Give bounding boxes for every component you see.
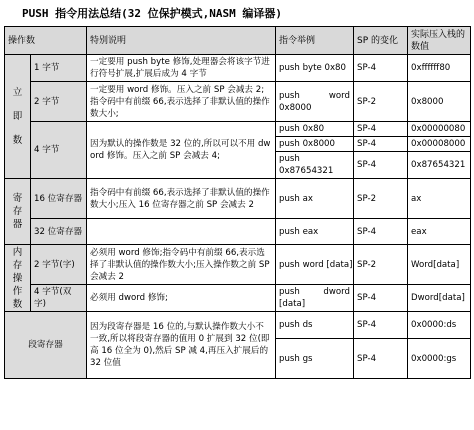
val-seg-ds: 0x0000:ds <box>408 312 471 339</box>
header-operand: 操作数 <box>5 27 87 55</box>
ex-seg-gs: push gs <box>276 339 354 379</box>
sub-mem2: 2 字节(字) <box>31 245 87 285</box>
table-row <box>5 285 471 312</box>
sp-imm4-a: SP-4 <box>354 122 408 137</box>
note-imm1: 一定要用 push byte 修饰,处理器会将该字节进行符号扩展,扩展后成为 4 字节 <box>87 55 276 82</box>
note-reg16: 指令码中有前缀 66,表示选择了非默认值的操作数大小;压入 16 位寄存器之前 SP 会减去 2 <box>87 179 276 219</box>
sub-mem4: 4 字节(双字) <box>31 285 87 312</box>
note-imm2: 一定要用 word 修饰。压入之前 SP 会减去 2;指令码中有前缀 66,表示选择了非默认值的操作数大小; <box>87 82 276 122</box>
sp-seg-ds: SP-4 <box>354 312 408 339</box>
note-imm4: 因为默认的操作数是 32 位的,所以可以不用 dword 修饰。压入之前 SP 会减去 4; <box>87 122 276 179</box>
table-row <box>5 179 471 219</box>
sub-reg16: 16 位寄存器 <box>31 179 87 219</box>
sp-imm1: SP-4 <box>354 55 408 82</box>
ex-imm4-c: push 0x87654321 <box>276 152 354 179</box>
val-mem4: Dword[data] <box>408 285 471 312</box>
header-sp: SP 的变化 <box>354 27 408 55</box>
table-row <box>5 312 471 339</box>
sub-reg32: 32 位寄存器 <box>31 219 87 245</box>
sub-imm2: 2 字节 <box>31 82 87 122</box>
sp-imm4-c: SP-4 <box>354 152 408 179</box>
val-imm2: 0x8000 <box>408 82 471 122</box>
val-reg32: eax <box>408 219 471 245</box>
sp-mem4: SP-4 <box>354 285 408 312</box>
val-imm1: 0xffffff80 <box>408 55 471 82</box>
sp-mem2: SP-2 <box>354 245 408 285</box>
ex-imm2: push word 0x8000 <box>276 82 354 122</box>
ex-reg32: push eax <box>276 219 354 245</box>
val-reg16: ax <box>408 179 471 219</box>
note-mem2: 必须用 word 修饰;指令码中有前缀 66,表示选择了非默认值的操作数大小;压入操作数之前 SP 会减去 2 <box>87 245 276 285</box>
group-register: 寄存器 <box>5 179 31 245</box>
sp-imm4-b: SP-4 <box>354 137 408 152</box>
group-immediate: 立即数 <box>5 55 31 179</box>
table-row <box>5 55 471 82</box>
header-notes: 特别说明 <box>87 27 276 55</box>
sp-reg16: SP-2 <box>354 179 408 219</box>
ex-mem4: push dword [data] <box>276 285 354 312</box>
val-seg-gs: 0x0000:gs <box>408 339 471 379</box>
group-segment: 段寄存器 <box>5 312 87 379</box>
ex-imm4-b: push 0x8000 <box>276 137 354 152</box>
sub-imm1: 1 字节 <box>31 55 87 82</box>
push-usage-table <box>4 26 471 379</box>
val-mem2: Word[data] <box>408 245 471 285</box>
sp-imm2: SP-2 <box>354 82 408 122</box>
sp-seg-gs: SP-4 <box>354 339 408 379</box>
ex-seg-ds: push ds <box>276 312 354 339</box>
note-reg32 <box>87 219 276 245</box>
ex-imm4-a: push 0x80 <box>276 122 354 137</box>
ex-mem2: push word [data] <box>276 245 354 285</box>
header-row <box>5 27 471 55</box>
val-imm4-a: 0x00000080 <box>408 122 471 137</box>
ex-imm1: push byte 0x80 <box>276 55 354 82</box>
table-row <box>5 82 471 122</box>
group-memory: 内存操作数 <box>5 245 31 312</box>
note-seg: 因为段寄存器是 16 位的,与默认操作数大小不一致,所以将段寄存器的值用 0 扩展到 32 位(即高 16 位全为 0),然后 SP 减 4,再压入扩展后的 32 位值 <box>87 312 276 379</box>
page-title: PUSH 指令用法总结(32 位保护模式,NASM 编译器) <box>22 7 282 20</box>
val-imm4-c: 0x87654321 <box>408 152 471 179</box>
table-row <box>5 245 471 285</box>
val-imm4-b: 0x00008000 <box>408 137 471 152</box>
header-value: 实际压入栈的数值 <box>408 27 471 55</box>
ex-reg16: push ax <box>276 179 354 219</box>
sub-imm4: 4 字节 <box>31 122 87 179</box>
header-example: 指令举例 <box>276 27 354 55</box>
note-mem4: 必须用 dword 修饰; <box>87 285 276 312</box>
table-row <box>5 122 471 137</box>
sp-reg32: SP-4 <box>354 219 408 245</box>
table-row <box>5 219 471 245</box>
